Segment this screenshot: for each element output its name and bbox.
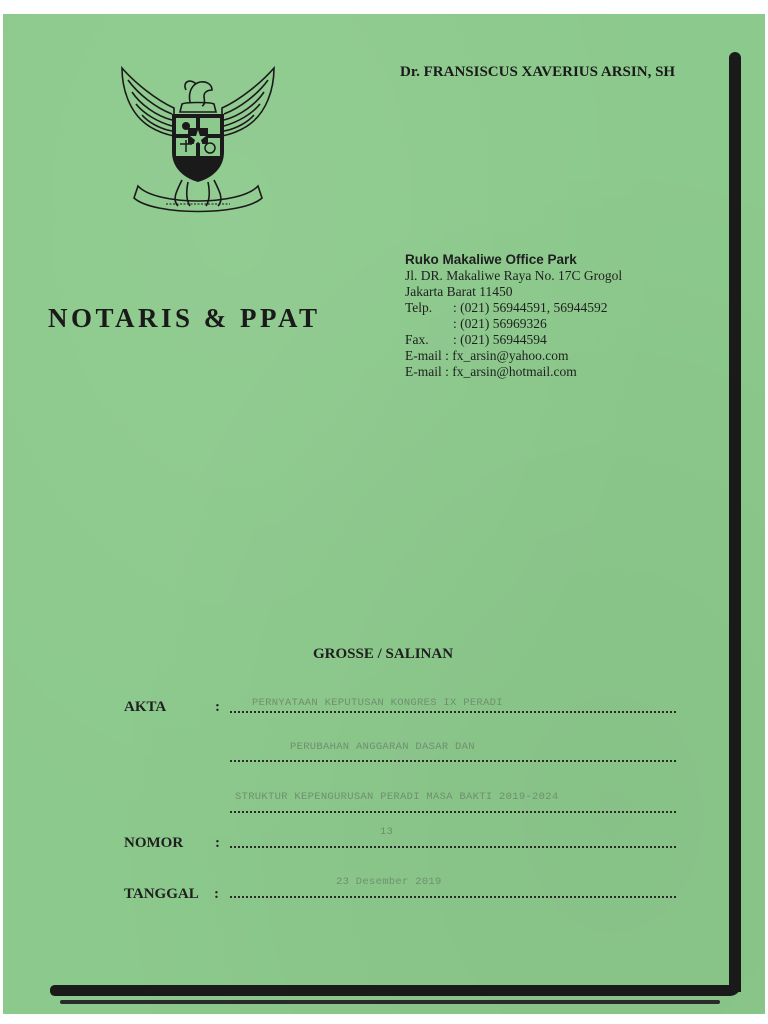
- tanggal-colon: :: [214, 886, 219, 902]
- street-address: Jl. DR. Makaliwe Raya No. 17C Grogol: [405, 268, 623, 283]
- frame-bottom-shadow: [60, 1000, 720, 1004]
- akta-value-line-1: PERNYATAAN KEPUTUSAN KONGRES IX PERADI: [252, 697, 503, 709]
- tanggal-label: TANGGAL: [124, 886, 199, 902]
- page-title: NOTARIS & PPAT: [48, 303, 321, 333]
- tanggal-value: 23 Desember 2019: [336, 876, 442, 888]
- frame-bottom-border: [50, 985, 741, 996]
- akta-label: AKTA: [124, 699, 167, 715]
- fax-value: : (021) 56944594: [453, 332, 547, 347]
- email-2: E-mail : fx_arsin@hotmail.com: [405, 364, 577, 379]
- left-wing-icon: [122, 68, 174, 136]
- tanggal-dotted-line: [230, 896, 676, 898]
- telp-label: Telp.: [405, 300, 433, 315]
- email-1: E-mail : fx_arsin@yahoo.com: [405, 348, 569, 363]
- grosse-heading: GROSSE / SALINAN: [313, 646, 454, 662]
- nomor-value: 13: [380, 826, 394, 838]
- address-block: [405, 252, 725, 380]
- telp-value-2: : (021) 56969326: [453, 316, 547, 331]
- office-name: Ruko Makaliwe Office Park: [405, 252, 577, 267]
- nomor-dotted-line: [230, 846, 676, 848]
- fax-row: [405, 332, 725, 348]
- akta-colon: :: [215, 699, 220, 715]
- ribbon-icon: [134, 186, 262, 212]
- nomor-colon: :: [215, 835, 220, 851]
- telp-row: [405, 300, 725, 316]
- fax-label: Fax.: [405, 332, 429, 347]
- akta-dotted-line-2: [230, 760, 676, 762]
- garuda-emblem-icon: [116, 60, 280, 222]
- notary-name: Dr. FRANSISCUS XAVERIUS ARSIN, SH: [400, 64, 676, 80]
- city-address: Jakarta Barat 11450: [405, 284, 513, 299]
- shield-icon: [172, 114, 224, 182]
- akta-dotted-line-3: [230, 811, 676, 813]
- nomor-label: NOMOR: [124, 835, 184, 851]
- right-wing-icon: [222, 68, 274, 136]
- akta-value-line-3: STRUKTUR KEPENGURUSAN PERADI MASA BAKTI 2019-2024: [235, 791, 559, 803]
- frame-right-border: [729, 52, 741, 992]
- akta-dotted-line-1: [230, 711, 676, 713]
- telp-value-1: : (021) 56944591, 56944592: [453, 300, 608, 315]
- akta-value-line-2: PERUBAHAN ANGGARAN DASAR DAN: [290, 741, 475, 753]
